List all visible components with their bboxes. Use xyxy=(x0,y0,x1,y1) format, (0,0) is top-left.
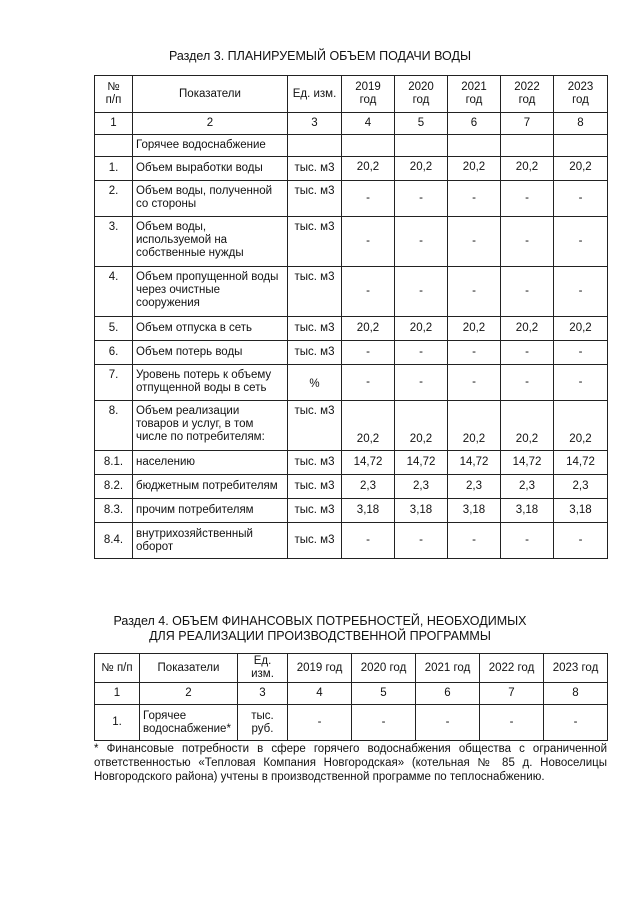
column-number-cell: 7 xyxy=(501,113,554,135)
value-cell: - xyxy=(342,267,395,317)
value-cell: 20,2 xyxy=(501,157,554,181)
value-cell: 20,2 xyxy=(342,401,395,451)
value-cell: 20,2 xyxy=(448,157,501,181)
header-cell: Показатели xyxy=(133,76,288,113)
table-row xyxy=(95,475,608,499)
value-cell: - xyxy=(501,267,554,317)
value-cell: - xyxy=(544,705,608,741)
empty-cell xyxy=(342,135,395,157)
header-cell: 2023 год xyxy=(554,76,608,113)
group-row xyxy=(95,135,608,157)
water-supply-table xyxy=(94,75,608,559)
row-indicator: населению xyxy=(133,451,288,475)
header-row xyxy=(95,654,608,683)
value-cell: - xyxy=(448,267,501,317)
value-cell: 20,2 xyxy=(501,317,554,341)
value-cell: 2,3 xyxy=(501,475,554,499)
column-number-cell: 1 xyxy=(95,113,133,135)
header-cell: 2021 год xyxy=(416,654,480,683)
value-cell: - xyxy=(448,217,501,267)
row-number: 5. xyxy=(95,317,133,341)
value-cell: - xyxy=(342,217,395,267)
header-cell: 2022 год xyxy=(501,76,554,113)
value-cell: - xyxy=(288,705,352,741)
value-cell: - xyxy=(501,217,554,267)
row-number: 4. xyxy=(95,267,133,317)
row-indicator: прочим потребителям xyxy=(133,499,288,523)
value-cell: 3,18 xyxy=(554,499,608,523)
row-indicator: Объем воды, используемой на собственные нужды xyxy=(133,217,288,267)
value-cell: 20,2 xyxy=(448,317,501,341)
column-number-cell: 3 xyxy=(288,113,342,135)
table-row xyxy=(95,157,608,181)
row-indicator: Объем пропущенной воды через очистные сооружения xyxy=(133,267,288,317)
value-cell: - xyxy=(480,705,544,741)
row-unit: тыс. м3 xyxy=(288,401,342,451)
header-cell: № п/п xyxy=(95,654,140,683)
value-cell: - xyxy=(448,341,501,365)
value-cell: - xyxy=(501,523,554,559)
row-unit: тыс. м3 xyxy=(288,499,342,523)
row-number: 8.4. xyxy=(95,523,133,559)
value-cell: - xyxy=(342,365,395,401)
empty-cell xyxy=(554,135,608,157)
section4-title xyxy=(0,614,640,644)
value-cell: - xyxy=(448,181,501,217)
table-row xyxy=(95,341,608,365)
row-indicator: бюджетным потребителям xyxy=(133,475,288,499)
row-unit: тыс. м3 xyxy=(288,317,342,341)
row-unit: тыс. м3 xyxy=(288,181,342,217)
value-cell: - xyxy=(395,181,448,217)
empty-cell xyxy=(501,135,554,157)
footnote: * Финансовые потребности в сфере горячего водоснабжения общества с ограниченной ответственностью «Тепловая Компания Новгородская» (котельная № 85 д. Новоселицы Новгородского района) учтены в производственной программе по теплоснабжению. xyxy=(94,743,607,783)
table-row xyxy=(95,181,608,217)
value-cell: 20,2 xyxy=(342,317,395,341)
value-cell: 20,2 xyxy=(395,317,448,341)
header-cell: 2023 год xyxy=(544,654,608,683)
value-cell: 2,3 xyxy=(395,475,448,499)
value-cell: - xyxy=(554,217,608,267)
row-indicator: Объем выработки воды xyxy=(133,157,288,181)
column-number-row xyxy=(95,683,608,705)
value-cell: 3,18 xyxy=(395,499,448,523)
row-number: 8. xyxy=(95,401,133,451)
value-cell: - xyxy=(395,365,448,401)
value-cell: 3,18 xyxy=(501,499,554,523)
value-cell: - xyxy=(448,365,501,401)
row-indicator: Уровень потерь к объему отпущенной воды в сеть xyxy=(133,365,288,401)
column-number-cell: 6 xyxy=(448,113,501,135)
table-row xyxy=(95,523,608,559)
header-row xyxy=(95,76,608,113)
section4-title-line2: ДЛЯ РЕАЛИЗАЦИИ ПРОИЗВОДСТВЕННОЙ ПРОГРАММЫ xyxy=(149,629,491,643)
value-cell: - xyxy=(395,523,448,559)
value-cell: 20,2 xyxy=(554,157,608,181)
row-indicator: Объем реализации товаров и услуг, в том числе по потребителям: xyxy=(133,401,288,451)
value-cell: - xyxy=(416,705,480,741)
table-row xyxy=(95,401,608,451)
row-number: 1. xyxy=(95,157,133,181)
value-cell: 20,2 xyxy=(395,157,448,181)
row-indicator: Объем потерь воды xyxy=(133,341,288,365)
column-number-cell: 4 xyxy=(342,113,395,135)
column-number-cell: 8 xyxy=(554,113,608,135)
value-cell: - xyxy=(554,523,608,559)
row-unit: % xyxy=(288,365,342,401)
value-cell: - xyxy=(554,267,608,317)
row-number: 8.1. xyxy=(95,451,133,475)
row-unit: тыс. м3 xyxy=(288,341,342,365)
header-cell: 2020 год xyxy=(395,76,448,113)
table-row xyxy=(95,499,608,523)
row-unit: тыс. м3 xyxy=(288,451,342,475)
value-cell: 2,3 xyxy=(554,475,608,499)
value-cell: 3,18 xyxy=(448,499,501,523)
row-unit: тыс. руб. xyxy=(238,705,288,741)
column-number-cell: 5 xyxy=(395,113,448,135)
column-number-cell: 7 xyxy=(480,683,544,705)
row-indicator: внутрихозяйственный оборот xyxy=(133,523,288,559)
value-cell: - xyxy=(342,341,395,365)
empty-cell xyxy=(288,135,342,157)
value-cell: 2,3 xyxy=(448,475,501,499)
value-cell: 3,18 xyxy=(342,499,395,523)
row-number: 7. xyxy=(95,365,133,401)
column-number-cell: 1 xyxy=(95,683,140,705)
table-row xyxy=(95,317,608,341)
value-cell: - xyxy=(554,365,608,401)
header-cell: 2019 год xyxy=(288,654,352,683)
row-unit: тыс. м3 xyxy=(288,157,342,181)
header-cell: Показатели xyxy=(140,654,238,683)
value-cell: - xyxy=(554,341,608,365)
value-cell: - xyxy=(352,705,416,741)
row-number: 8.3. xyxy=(95,499,133,523)
header-cell: Ед. изм. xyxy=(238,654,288,683)
column-number-row xyxy=(95,113,608,135)
empty-cell xyxy=(95,135,133,157)
value-cell: 14,72 xyxy=(448,451,501,475)
row-number: 2. xyxy=(95,181,133,217)
value-cell: 20,2 xyxy=(342,157,395,181)
header-cell: Ед. изм. xyxy=(288,76,342,113)
row-unit: тыс. м3 xyxy=(288,475,342,499)
value-cell: - xyxy=(395,341,448,365)
value-cell: 14,72 xyxy=(395,451,448,475)
value-cell: 14,72 xyxy=(342,451,395,475)
column-number-cell: 3 xyxy=(238,683,288,705)
value-cell: 2,3 xyxy=(342,475,395,499)
column-number-cell: 8 xyxy=(544,683,608,705)
row-indicator: Объем отпуска в сеть xyxy=(133,317,288,341)
section3-title: Раздел 3. ПЛАНИРУЕМЫЙ ОБЪЕМ ПОДАЧИ ВОДЫ xyxy=(168,49,472,63)
header-cell: № п/п xyxy=(95,76,133,113)
value-cell: - xyxy=(501,365,554,401)
row-unit: тыс. м3 xyxy=(288,523,342,559)
value-cell: - xyxy=(342,523,395,559)
column-number-cell: 2 xyxy=(140,683,238,705)
row-unit: тыс. м3 xyxy=(288,267,342,317)
value-cell: 20,2 xyxy=(554,401,608,451)
header-cell: 2021 год xyxy=(448,76,501,113)
value-cell: 20,2 xyxy=(501,401,554,451)
value-cell: 20,2 xyxy=(395,401,448,451)
value-cell: - xyxy=(395,217,448,267)
empty-cell xyxy=(395,135,448,157)
column-number-cell: 6 xyxy=(416,683,480,705)
table-row xyxy=(95,705,608,741)
financial-needs-table xyxy=(94,653,608,741)
row-number: 1. xyxy=(95,705,140,741)
table-row xyxy=(95,267,608,317)
value-cell: 14,72 xyxy=(501,451,554,475)
section4-title-line1: Раздел 4. ОБЪЕМ ФИНАНСОВЫХ ПОТРЕБНОСТЕЙ, НЕОБХОДИМЫХ xyxy=(113,614,527,628)
value-cell: - xyxy=(395,267,448,317)
value-cell: 14,72 xyxy=(554,451,608,475)
empty-cell xyxy=(448,135,501,157)
table-row xyxy=(95,365,608,401)
row-number: 6. xyxy=(95,341,133,365)
column-number-cell: 4 xyxy=(288,683,352,705)
value-cell: 20,2 xyxy=(554,317,608,341)
value-cell: - xyxy=(554,181,608,217)
table-row xyxy=(95,451,608,475)
group-label: Горячее водоснабжение xyxy=(133,135,288,157)
header-cell: 2020 год xyxy=(352,654,416,683)
row-unit: тыс. м3 xyxy=(288,217,342,267)
column-number-cell: 2 xyxy=(133,113,288,135)
table-row xyxy=(95,217,608,267)
row-indicator: Объем воды, полученной со стороны xyxy=(133,181,288,217)
row-number: 3. xyxy=(95,217,133,267)
column-number-cell: 5 xyxy=(352,683,416,705)
row-indicator: Горячее водоснабжение* xyxy=(140,705,238,741)
value-cell: 20,2 xyxy=(448,401,501,451)
value-cell: - xyxy=(448,523,501,559)
row-number: 8.2. xyxy=(95,475,133,499)
value-cell: - xyxy=(501,341,554,365)
value-cell: - xyxy=(501,181,554,217)
header-cell: 2019 год xyxy=(342,76,395,113)
value-cell: - xyxy=(342,181,395,217)
header-cell: 2022 год xyxy=(480,654,544,683)
